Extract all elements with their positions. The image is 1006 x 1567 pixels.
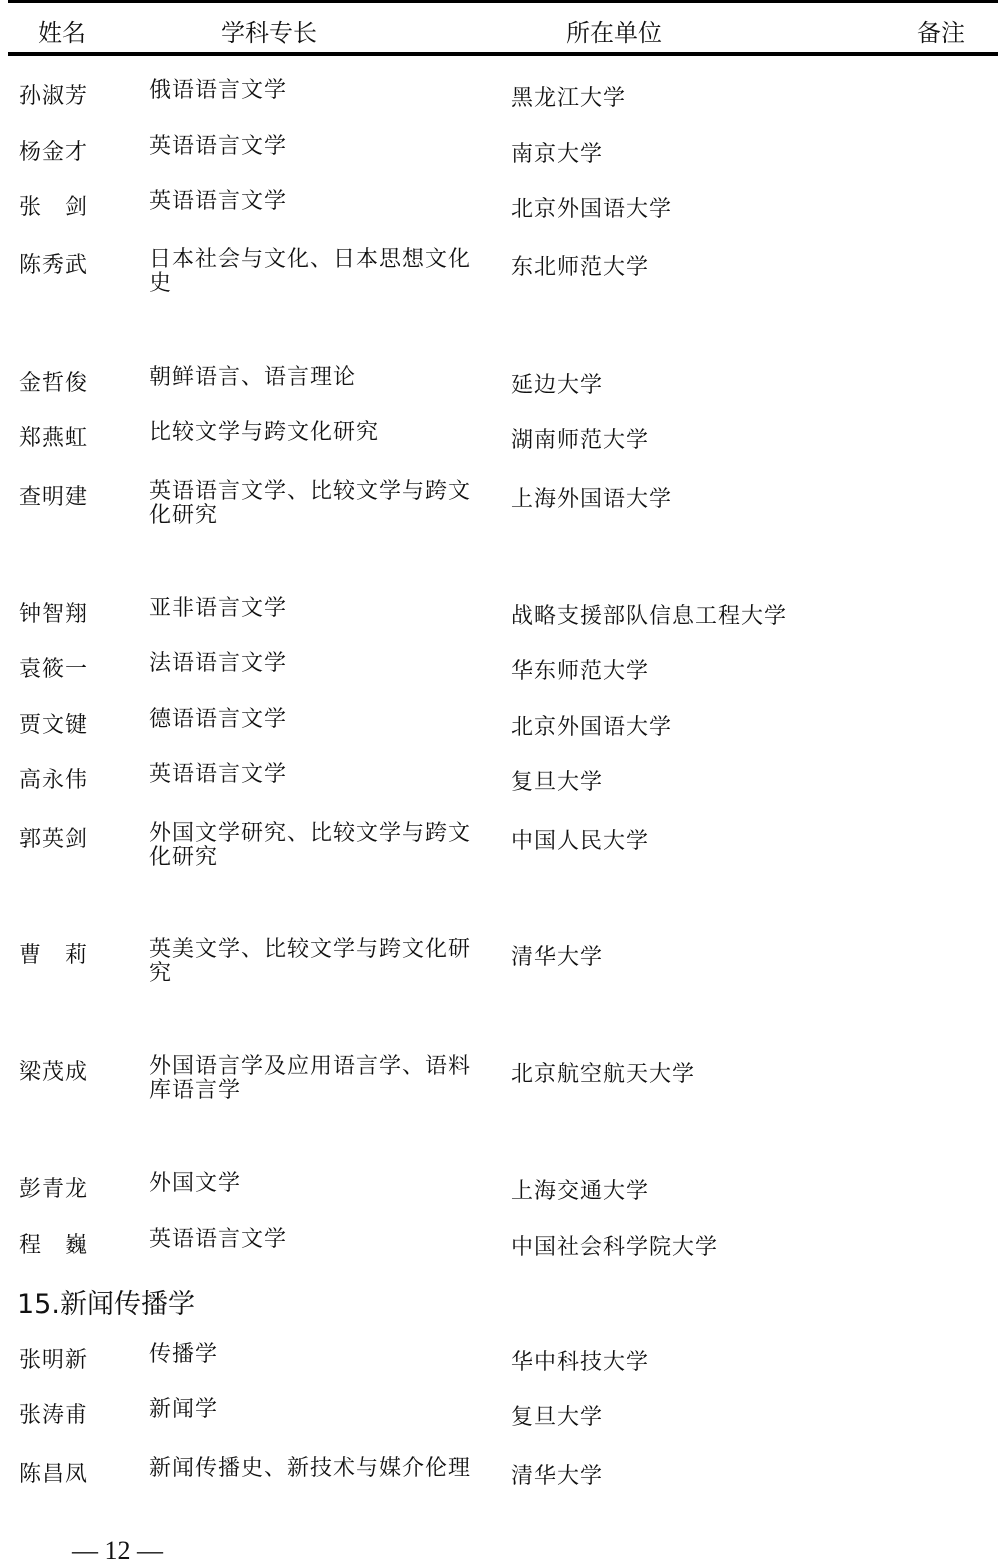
header-specialty: 学科专长 [221, 19, 317, 47]
specialty-cell: 亚非语言文学 [149, 596, 288, 621]
name-cell: 郑燕虹 [19, 426, 89, 451]
name-cell: 张明新 [19, 1348, 89, 1373]
unit-cell: 湖南师范大学 [511, 428, 650, 453]
name-cell: 张涛甫 [19, 1403, 89, 1428]
unit-cell: 北京外国语大学 [511, 197, 673, 222]
specialty-cell: 英语语言文学 [149, 1227, 288, 1252]
unit-cell: 南京大学 [511, 142, 604, 167]
unit-cell: 复旦大学 [511, 770, 604, 795]
specialty-cell: 比较文学与跨文化研究 [149, 420, 380, 445]
name-cell: 高永伟 [19, 768, 89, 793]
specialty-cell: 英美文学、比较文学与跨文化研究 [149, 937, 472, 986]
header-note: 备注 [917, 19, 965, 47]
name-cell: 钟智翔 [19, 602, 89, 627]
specialty-cell: 朝鲜语言、语言理论 [149, 365, 357, 390]
unit-cell: 清华大学 [511, 945, 604, 970]
specialty-cell: 英语语言文学、比较文学与跨文化研究 [149, 479, 472, 528]
unit-cell: 北京外国语大学 [511, 715, 673, 740]
specialty-cell: 新闻学 [149, 1397, 219, 1422]
name-cell: 金哲俊 [19, 371, 89, 396]
unit-cell: 华东师范大学 [511, 659, 650, 684]
specialty-cell: 外国语言学及应用语言学、语料库语言学 [149, 1054, 472, 1103]
name-cell: 查明建 [19, 485, 89, 510]
table-header [8, 0, 998, 56]
name-cell: 曹 莉 [19, 943, 89, 968]
unit-cell: 延边大学 [511, 373, 604, 398]
name-cell: 梁茂成 [19, 1060, 89, 1085]
unit-cell: 清华大学 [511, 1464, 604, 1489]
unit-cell: 黑龙江大学 [511, 86, 627, 111]
unit-cell: 上海外国语大学 [511, 487, 673, 512]
specialty-cell: 法语语言文学 [149, 651, 288, 676]
specialty-cell: 外国文学研究、比较文学与跨文化研究 [149, 821, 472, 870]
name-cell: 袁筱一 [19, 657, 89, 682]
unit-cell: 战略支援部队信息工程大学 [511, 604, 788, 629]
specialty-cell: 外国文学 [149, 1171, 242, 1196]
unit-cell: 复旦大学 [511, 1405, 604, 1430]
specialty-cell: 新闻传播史、新技术与媒介伦理 [149, 1456, 472, 1481]
unit-cell: 北京航空航天大学 [511, 1062, 696, 1087]
specialty-cell: 英语语言文学 [149, 762, 288, 787]
name-cell: 陈秀武 [19, 253, 89, 278]
name-cell: 彭青龙 [19, 1177, 89, 1202]
name-cell: 陈昌凤 [19, 1462, 89, 1487]
page-number: — 12 — [72, 1536, 163, 1565]
header-unit: 所在单位 [566, 19, 662, 47]
section-title: 15.新闻传播学 [17, 1289, 195, 1320]
specialty-cell: 传播学 [149, 1342, 219, 1367]
unit-cell: 中国人民大学 [511, 829, 650, 854]
specialty-cell: 德语语言文学 [149, 707, 288, 732]
unit-cell: 上海交通大学 [511, 1179, 650, 1204]
name-cell: 程 巍 [19, 1233, 89, 1258]
name-cell: 张 剑 [19, 195, 89, 220]
specialty-cell: 俄语语言文学 [149, 78, 288, 103]
specialty-cell: 英语语言文学 [149, 189, 288, 214]
specialty-cell: 日本社会与文化、日本思想文化史 [149, 247, 472, 296]
unit-cell: 中国社会科学院大学 [511, 1235, 719, 1260]
unit-cell: 华中科技大学 [511, 1350, 650, 1375]
header-name: 姓名 [38, 19, 86, 47]
name-cell: 孙淑芳 [19, 84, 89, 109]
unit-cell: 东北师范大学 [511, 255, 650, 280]
name-cell: 郭英剑 [19, 827, 89, 852]
name-cell: 贾文键 [19, 713, 89, 738]
specialty-cell: 英语语言文学 [149, 134, 288, 159]
name-cell: 杨金才 [19, 140, 89, 165]
